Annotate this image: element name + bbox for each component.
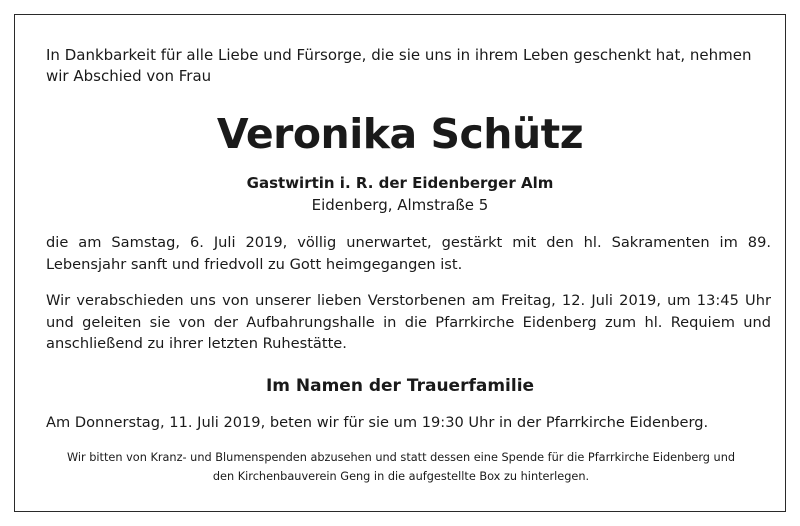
- death-paragraph: die am Samstag, 6. Juli 2019, völlig unerwartet, gestärkt mit den hl. Sakramenten im 89. Lebensjahr sanft und friedvoll zu Gott heimgegangen ist.: [46, 234, 771, 273]
- donation-note: Wir bitten von Kranz- und Blumenspenden abzusehen und statt dessen eine Spende für die Pfarrkirche Eidenberg und den Kirchenbauverein Geng in die aufgestellte Box zu hinterlegen.: [66, 451, 736, 483]
- address: Eidenberg, Almstraße 5: [311, 196, 489, 214]
- deceased-name: Veronika Schütz: [216, 110, 584, 158]
- occupation: Gastwirtin i. R. der Eidenberger Alm: [246, 174, 554, 192]
- family-signature: Im Namen der Trauerfamilie: [265, 376, 535, 396]
- funeral-paragraph: Wir verabschieden uns von unserer lieben Verstorbenen am Freitag, 12. Juli 2019, um 13:45 Uhr und geleiten sie von der Aufbahrungshalle in die Pfarrkirche Eidenberg zum hl. Requiem und anschließend zu ihrer letzten Ruhestätte.: [46, 292, 771, 352]
- intro-text: In Dankbarkeit für alle Liebe und Fürsorge, die sie uns in ihrem Leben geschenkt hat, nehmen wir Abschied von Frau: [46, 46, 752, 85]
- rosary-text: Am Donnerstag, 11. Juli 2019, beten wir für sie um 19:30 Uhr in der Pfarrkirche Eidenberg.: [46, 414, 709, 431]
- obituary-notice: [14, 14, 786, 512]
